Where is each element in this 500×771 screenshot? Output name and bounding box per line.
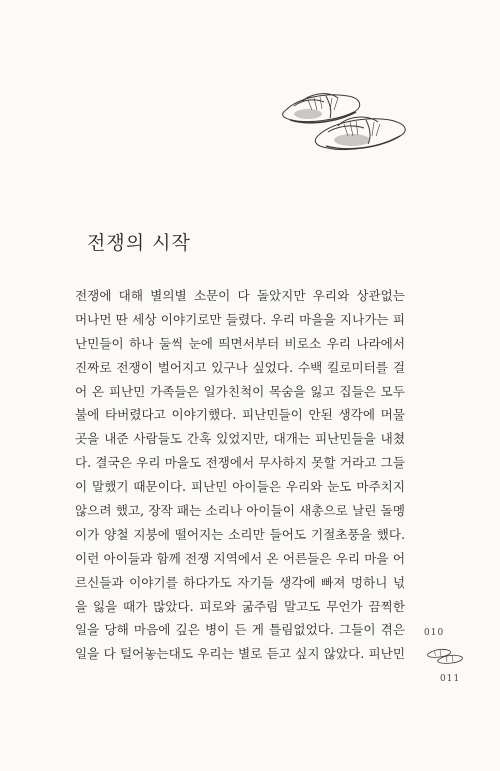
body-line: 곳을 내준 사람들도 간혹 있었지만, 대개는 피난민들을 내쳤: [75, 431, 405, 447]
body-line: 르신들과 이야기를 하다가도 자기들 생각에 빠져 멍하니 넋: [75, 574, 405, 590]
body-line: 다. 결국은 우리 마을도 전쟁에서 무사하지 못할 거라고 그들: [75, 455, 405, 471]
page-number-left: 010: [424, 628, 445, 638]
body-line: 전쟁에 대해 별의별 소문이 다 돌았지만 우리와 상관없는: [75, 288, 405, 303]
body-line: 이가 양철 지붕에 떨어지는 소리만 들어도 기절초풍을 했다.: [75, 526, 405, 542]
body-line: 이 말했기 때문이다. 피난민 아이들은 우리와 눈도 마주치지: [75, 479, 405, 495]
shoes-page-icon: [424, 646, 466, 666]
body-line: 머나먼 딴 세상 이야기로만 들렸다. 우리 마을을 지나가는 피: [75, 311, 405, 327]
body-text: [75, 284, 405, 666]
body-line: 않으려 했고, 장작 패는 소리나 아이들이 새총으로 날린 돌멩: [75, 503, 405, 519]
body-line: 어 온 피난민 가족들은 일가친척이 목숨을 잃고 집들은 모두: [75, 383, 405, 399]
body-line: 진짜로 전쟁이 벌어지고 있구나 싶었다. 수백 킬로미터를 걸: [75, 359, 405, 375]
body-line: 을 잃을 때가 많았다. 피로와 굶주림 말고도 무언가 끔찍한: [75, 598, 405, 614]
body-line: 불에 타버렸다고 이야기했다. 피난민들이 안된 생각에 머물: [75, 407, 405, 423]
body-line: 일을 당해 마음에 깊은 병이 든 게 틀림없었다. 그들이 겪은: [75, 622, 405, 638]
body-line: 일을 다 털어놓는대도 우리는 별로 듣고 싶지 않았다. 피난민: [75, 646, 405, 662]
shoes-illustration: [268, 76, 418, 168]
page-number-right: 011: [440, 674, 461, 684]
body-line: 난민들이 하나 둘씩 눈에 띄면서부터 비로소 우리 나라에서: [75, 335, 405, 351]
body-line: 이런 아이들과 함께 전쟁 지역에서 온 어른들은 우리 마을 어: [75, 550, 405, 566]
chapter-title: 전쟁의 시작: [87, 232, 191, 254]
